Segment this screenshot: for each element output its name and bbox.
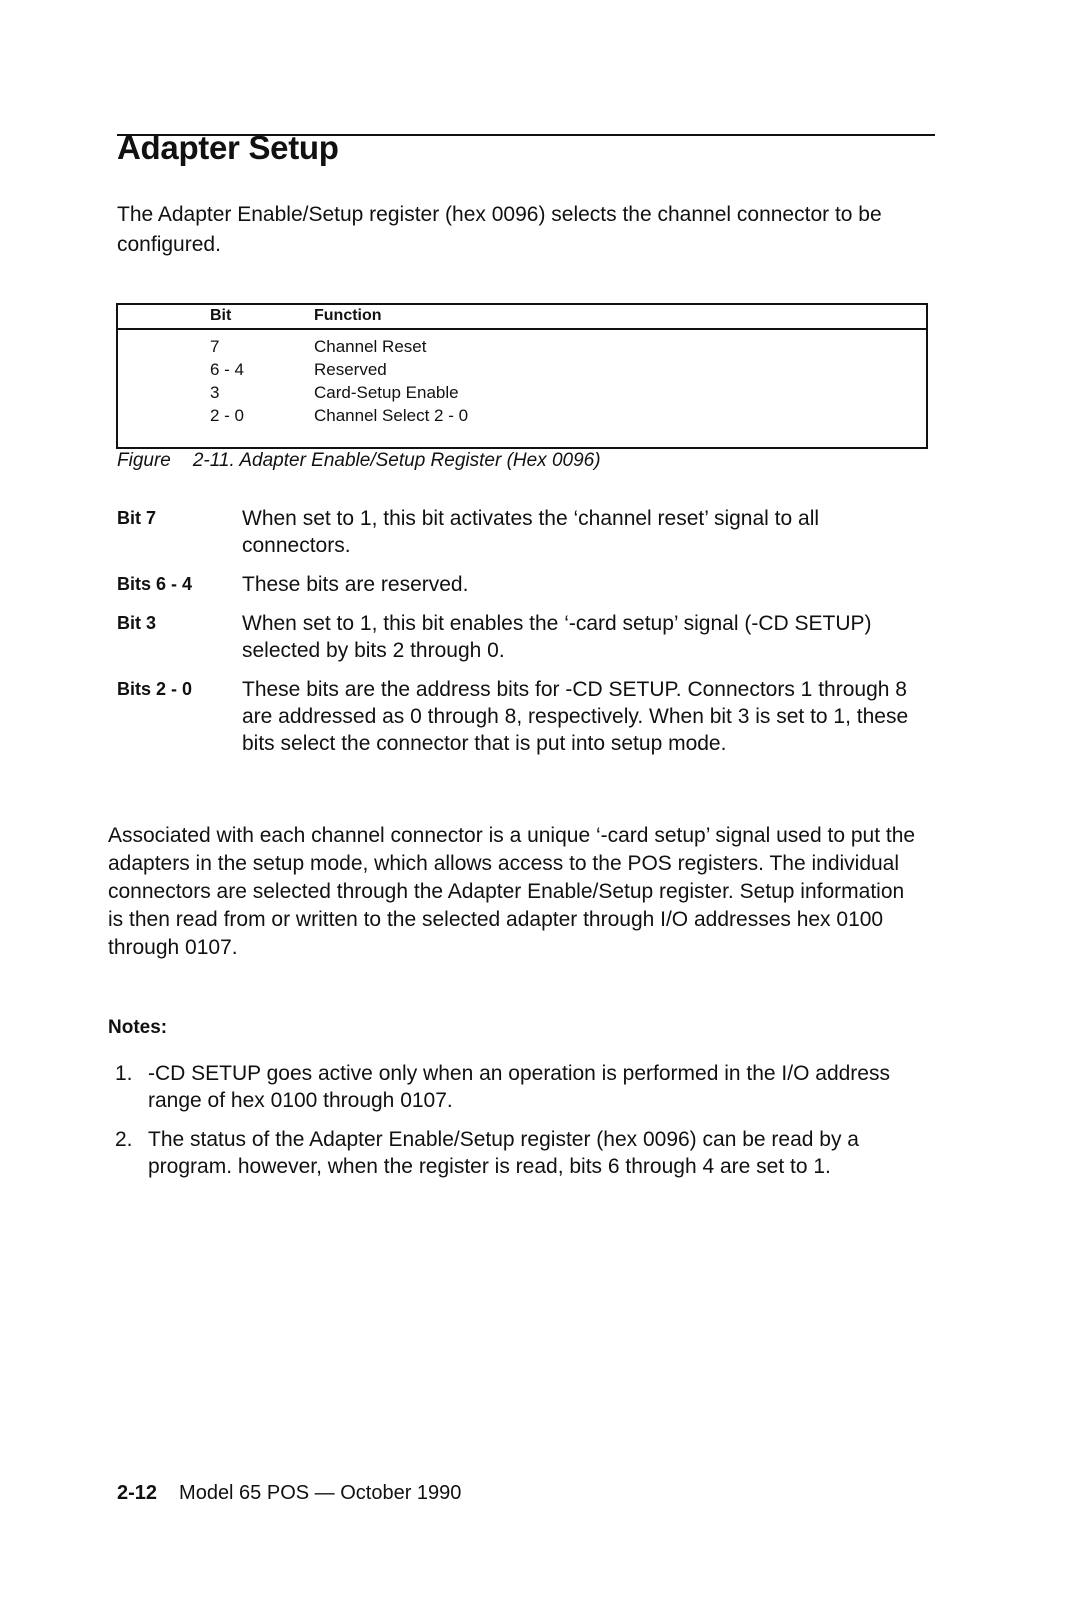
note-text: -CD SETUP goes active only when an operation is performed in the I/O address range of hex 0100 through 0107. [148, 1062, 890, 1112]
row-bit: 3 [210, 383, 220, 402]
definition-desc: When set to 1, this bit activates the ‘channel reset’ signal to all connectors. [242, 507, 820, 557]
table-row [118, 404, 926, 427]
register-table [116, 303, 928, 449]
row-function: Reserved [314, 360, 387, 379]
definition-term: Bits 2 - 0 [117, 679, 193, 699]
caption-number: 2-11. [192, 450, 235, 471]
page-number: 2-12 [117, 1482, 158, 1504]
intro-paragraph: The Adapter Enable/Setup register (hex 0096) selects the channel connector to be configured. [117, 203, 882, 256]
definition-desc: When set to 1, this bit enables the ‘-card setup’ signal (-CD SETUP) selected by bits 2 through 0. [242, 612, 872, 662]
figure-caption [117, 450, 601, 472]
note-number: 2. [115, 1128, 133, 1151]
row-bit: 7 [210, 337, 220, 356]
page-footer [117, 1482, 461, 1505]
definition-item [117, 505, 927, 559]
table-header [118, 305, 926, 330]
definition-item [117, 571, 927, 598]
note-item [115, 1126, 915, 1180]
table-row [118, 358, 926, 381]
definition-desc: These bits are reserved. [242, 573, 469, 596]
notes-heading: Notes: [108, 1017, 168, 1038]
row-function: Channel Select 2 - 0 [314, 406, 469, 425]
table-row [118, 335, 926, 358]
table-row [118, 381, 926, 404]
definition-term: Bit 3 [117, 613, 157, 633]
header-function: Function [314, 307, 382, 324]
note-text: The status of the Adapter Enable/Setup register (hex 0096) can be read by a program. however, when the register is read, bits 6 through 4 are set to 1. [148, 1128, 859, 1178]
row-bit: 2 - 0 [210, 406, 245, 425]
definition-desc: These bits are the address bits for -CD SETUP. Connectors 1 through 8 are addressed as 0 through 8, respectively. When bit 3 is set to 1, these bits select the connector that is put into setup mode. [242, 678, 909, 755]
header-bit: Bit [210, 307, 232, 324]
note-item [115, 1060, 915, 1114]
row-function: Card-Setup Enable [314, 383, 459, 402]
caption-label: Figure [117, 450, 171, 471]
notes-list [115, 1060, 915, 1192]
associated-paragraph: Associated with each channel connector is a unique ‘-card setup’ signal used to put the adapters in the setup mode, which allows access to the POS registers. The individual connectors are selected through the Adapter Enable/Setup register. Setup information is then read from or written to the selected adapter through I/O addresses hex 0100 through 0107. [108, 824, 916, 959]
bit-definitions [117, 505, 927, 769]
row-bit: 6 - 4 [210, 360, 245, 379]
row-function: Channel Reset [314, 337, 427, 356]
definition-item [117, 610, 927, 664]
definition-term: Bit 7 [117, 508, 157, 528]
definition-item [117, 676, 927, 757]
definition-term: Bits 6 - 4 [117, 574, 193, 594]
footer-text: Model 65 POS — October 1990 [179, 1482, 462, 1504]
note-number: 1. [115, 1062, 133, 1085]
caption-text: Adapter Enable/Setup Register (Hex 0096) [239, 450, 601, 471]
page-title: Adapter Setup [117, 129, 339, 166]
